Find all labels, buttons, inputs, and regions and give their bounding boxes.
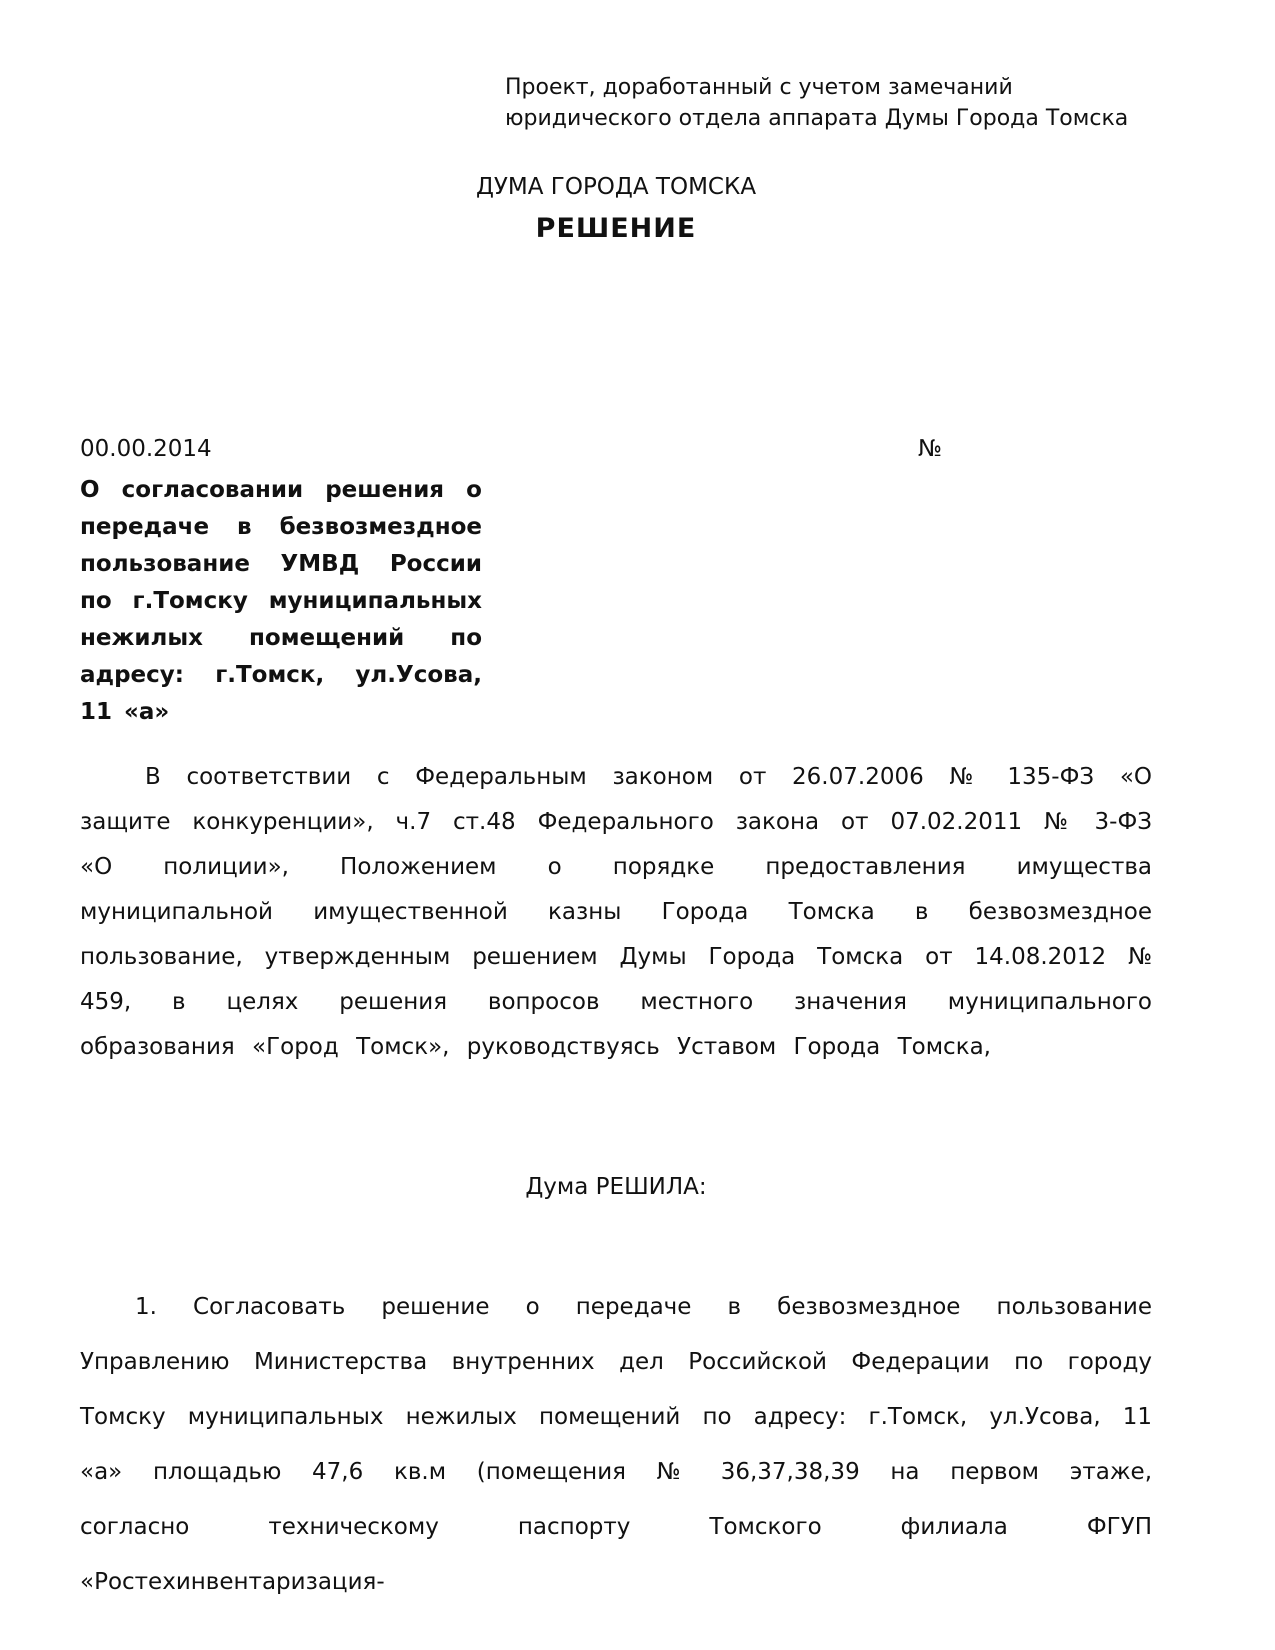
draft-note bbox=[505, 72, 1152, 134]
document-number-label: № bbox=[918, 436, 942, 462]
resolution-item-1: 1. Согласовать решение о передаче в безвозмездное пользование Управлению Министерства внутренних дел Российской Федерации по городу Томску муниципальных нежилых помещений по адресу: г.Томск, ул.Усова, 11 «а» площадью 47,6 кв.м (помещения № 36,37,38,39 на первом этаже, согласно техническому паспорту Томского филиала ФГУП «Ростехинвентаризация- bbox=[80, 1294, 1152, 1595]
draft-note-line1: Проект, доработанный с учетом замечаний bbox=[505, 75, 1013, 100]
document-date: 00.00.2014 bbox=[80, 436, 212, 462]
date-number-row bbox=[80, 434, 1152, 464]
organization-title: ДУМА ГОРОДА ТОМСКА bbox=[475, 174, 757, 200]
preamble-paragraph: В соответствии с Федеральным законом от 26.07.2006 № 135-ФЗ «О защите конкуренции», ч.7 ст.48 Федерального закона от 07.02.2011 № 3-ФЗ «О полиции», Положением о порядке предоставления имущества муниципальной имущественной казны Города Томска в безвозмездное пользование, утвержденным решением Думы Города Томска от 14.08.2012 № 459, в целях решения вопросов местного значения муниципального образования «Город Томск», руководствуясь Уставом Города Томска, bbox=[80, 764, 1152, 1060]
document-type-heading: РЕШЕНИЕ bbox=[535, 213, 697, 244]
resolution-heading: Дума РЕШИЛА: bbox=[525, 1174, 707, 1200]
document-subject: О согласовании решения о передаче в безвозмездное пользование УМВД России по г.Томску муниципальных нежилых помещений по адресу: г.Томск, ул.Усова, 11 «а» bbox=[80, 477, 482, 725]
draft-note-line2: юридического отдела аппарата Думы Города Томска bbox=[505, 106, 1129, 131]
